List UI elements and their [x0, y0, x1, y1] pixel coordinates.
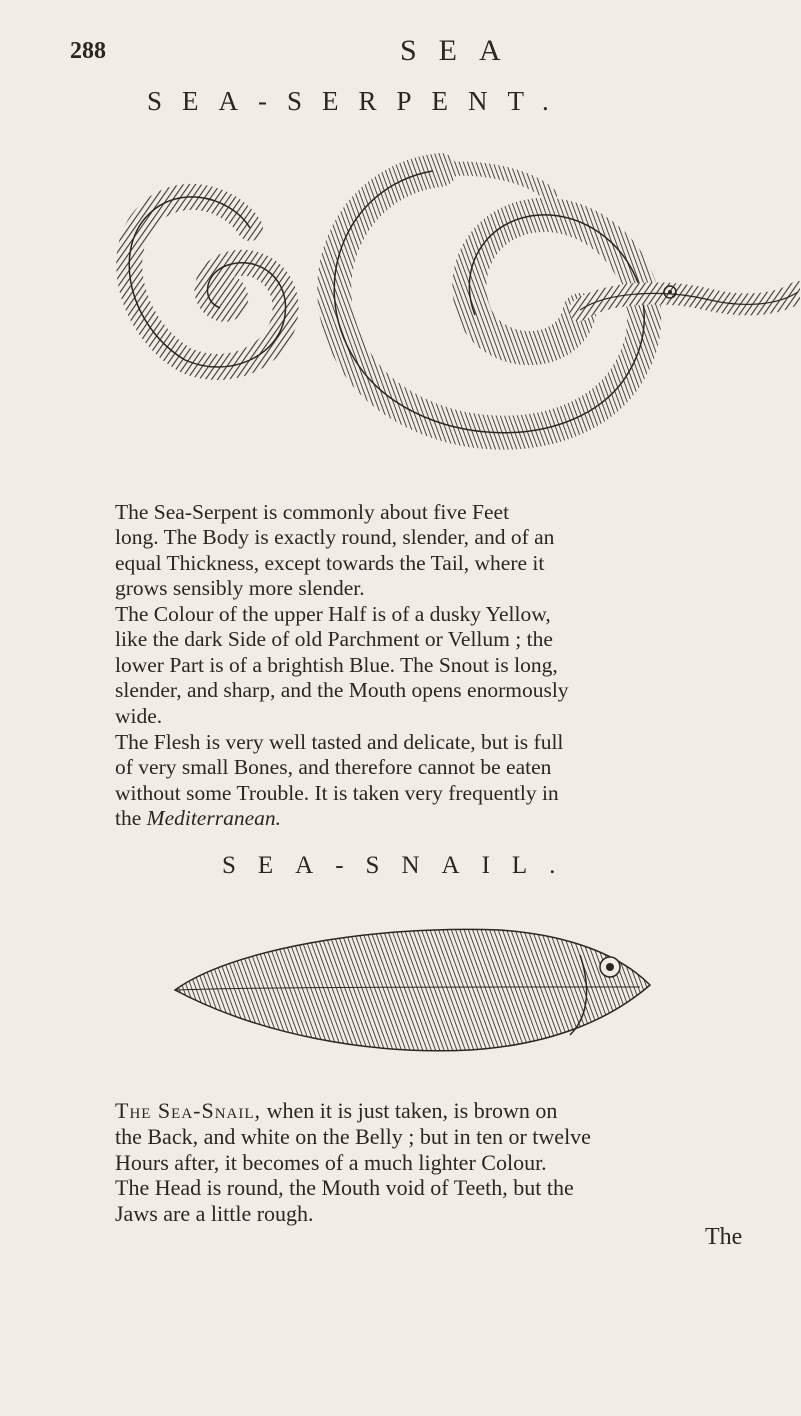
text-line: The Head is round, the Mouth void of Teeth, but the	[115, 1175, 574, 1201]
catchword: The	[705, 1224, 743, 1250]
text-line: long. The Body is exactly round, slender, and of an	[115, 525, 555, 550]
text-line: wide.	[115, 703, 163, 728]
sea-serpent-illustration	[110, 140, 800, 475]
text-span: the	[115, 806, 147, 831]
sea-serpent-title: SEA-SERPENT.	[147, 86, 569, 116]
sea-serpent-paragraph-2	[115, 602, 765, 729]
text-line: like the dark Side of old Parchment or Vellum ; the	[115, 627, 553, 652]
text-line: The Flesh is very well tasted and delicate, but is full	[115, 730, 564, 754]
sea-snail-illustration	[170, 895, 660, 1070]
sea-snail-paragraph	[115, 1098, 765, 1227]
text-line: The Sea-Serpent is commonly about five Feet	[115, 500, 510, 524]
running-head: SEA	[400, 34, 523, 67]
sea-serpent-paragraph-3	[115, 730, 765, 832]
page-number: 288	[70, 38, 106, 64]
text-line	[115, 1098, 765, 1124]
sea-snail-smallcaps: The Sea-Snail,	[115, 1098, 262, 1123]
text-line: equal Thickness, except towards the Tail, where it	[115, 550, 545, 575]
text-line: The Colour of the upper Half is of a dusky Yellow,	[115, 602, 551, 626]
text-line: without some Trouble. It is taken very frequently in	[115, 780, 559, 805]
place-name-italic: Mediterranean.	[146, 806, 281, 831]
text-line: slender, and sharp, and the Mouth opens enormously	[115, 678, 569, 703]
text-line: of very small Bones, and therefore cannot be eaten	[115, 755, 552, 780]
text-line: grows sensibly more slender.	[115, 576, 365, 601]
text-line: Jaws are a little rough.	[115, 1201, 314, 1227]
sea-serpent-paragraph-1	[115, 500, 765, 602]
text-line: lower Part is of a brightish Blue. The Snout is long,	[115, 652, 558, 677]
text-span: when it is just taken, is brown on	[261, 1098, 558, 1123]
text-line: the Back, and white on the Belly ; but in ten or twelve	[115, 1123, 591, 1149]
sea-snail-title: SEA-SNAIL.	[222, 852, 578, 879]
text-line: Hours after, it becomes of a much lighter Colour.	[115, 1149, 547, 1175]
text-line	[115, 806, 765, 831]
